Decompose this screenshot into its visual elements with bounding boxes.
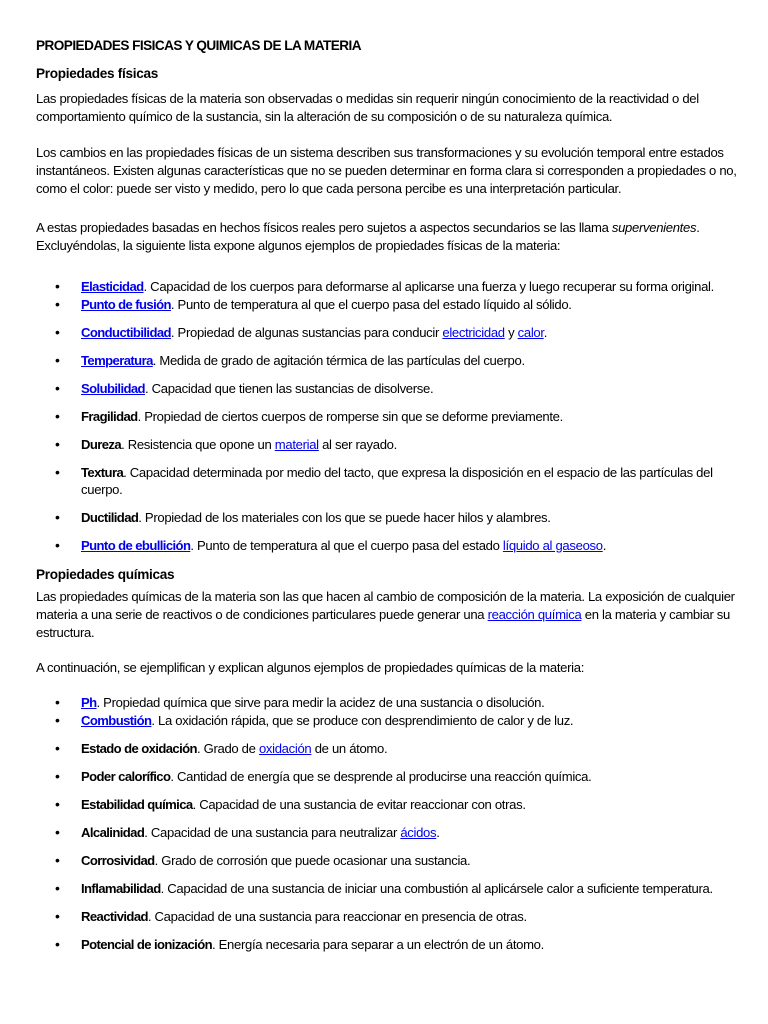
material-link[interactable]: material [274, 437, 319, 452]
physical-paragraph-3: A estas propiedades basadas en hechos físicos reales pero sujetos a aspectos secundarios se las llama supervenientes. Excluyéndolas, la siguiente lista expone algunos ejemplos de propiedades físicas de la materia: [36, 220, 700, 253]
electricidad-link[interactable]: electricidad [442, 325, 505, 340]
document-title: PROPIEDADES FISICAS Y QUIMICAS DE LA MATERIA [36, 38, 361, 53]
combustion-link[interactable]: Combustión [81, 713, 152, 728]
ductilidad-term: Ductilidad [81, 510, 139, 525]
fragilidad-term: Fragilidad [81, 409, 138, 424]
list-item: • Ph. Propiedad química que sirve para medir la acidez de una sustancia o disolución. [36, 694, 748, 711]
inflamabilidad-term: Inflamabilidad [81, 881, 161, 896]
potencial-de-ionizacion-term: Potencial de ionización [81, 937, 212, 952]
reaccion-quimica-link[interactable]: reacción química [487, 607, 582, 622]
list-item: • Elasticidad. Capacidad de los cuerpos para deformarse al aplicarse una fuerza y luego recuperar su forma original. [36, 278, 748, 295]
dureza-term: Dureza [81, 437, 122, 452]
calor-link[interactable]: calor [517, 325, 544, 340]
list-item: • Punto de ebullición. Punto de temperatura al que el cuerpo pasa del estado líquido al gaseoso. [36, 537, 748, 554]
reactividad-term: Reactividad [81, 909, 148, 924]
chemical-heading: Propiedades químicas [36, 567, 175, 582]
physical-paragraph-2: Los cambios en las propiedades físicas de un sistema describen sus transformaciones y su evolución temporal entre estados instantáneos. Existen algunas características que no se pueden determinar en forma clara si corresponden a propiedades o no, como el color: puede ser visto y medido, pero lo que cada persona percibe es una interpretación particular. [36, 145, 737, 196]
temperatura-link[interactable]: Temperatura [81, 353, 153, 368]
list-item: • Poder calorífico. Cantidad de energía que se desprende al producirse una reacción química. [36, 768, 748, 785]
conductibilidad-link[interactable]: Conductibilidad [81, 325, 171, 340]
chemical-paragraph-2: A continuación, se ejemplifican y explican algunos ejemplos de propiedades químicas de la materia: [36, 660, 585, 675]
list-item: • Dureza. Resistencia que opone un material al ser rayado. [36, 436, 748, 453]
physical-paragraph-1: Las propiedades físicas de la materia son observadas o medidas sin requerir ningún conocimiento de la reactividad o del comportamiento químico de la sustancia, sin la alteración de su composición o de su naturaleza química. [36, 91, 699, 124]
list-item: • Fragilidad. Propiedad de ciertos cuerpos de romperse sin que se deforme previamente. [36, 408, 748, 425]
list-item: • Textura. Capacidad determinada por medio del tacto, que expresa la disposición en el espacio de las partículas del cuerpo. [36, 464, 748, 498]
elasticidad-link[interactable]: Elasticidad [81, 279, 144, 294]
ph-link[interactable]: Ph [81, 695, 97, 710]
list-item: • Corrosividad. Grado de corrosión que puede ocasionar una sustancia. [36, 852, 748, 869]
list-item: • Conductibilidad. Propiedad de algunas sustancias para conducir electricidad y calor. [36, 324, 748, 341]
list-item: • Potencial de ionización. Energía necesaria para separar a un electrón de un átomo. [36, 936, 748, 953]
acidos-link[interactable]: ácidos [400, 825, 437, 840]
solubilidad-link[interactable]: Solubilidad [81, 381, 145, 396]
supervenientes-term: supervenientes [611, 220, 697, 235]
list-item: • Solubilidad. Capacidad que tienen las sustancias de disolverse. [36, 380, 748, 397]
list-item: • Temperatura. Medida de grado de agitación térmica de las partículas del cuerpo. [36, 352, 748, 369]
list-item: • Punto de fusión. Punto de temperatura al que el cuerpo pasa del estado líquido al sólido. [36, 296, 748, 313]
oxidacion-link[interactable]: oxidación [258, 741, 312, 756]
punto-de-fusion-link[interactable]: Punto de fusión [81, 297, 171, 312]
alcalinidad-term: Alcalinidad [81, 825, 145, 840]
list-item: • Inflamabilidad. Capacidad de una sustancia de iniciar una combustión al aplicársele calor a suficiente temperatura. [36, 880, 748, 897]
estabilidad-quimica-term: Estabilidad química [81, 797, 193, 812]
textura-term: Textura [81, 465, 124, 480]
chemical-properties-list [36, 694, 748, 953]
list-item: • Estado de oxidación. Grado de oxidación de un átomo. [36, 740, 748, 757]
list-item: • Combustión. La oxidación rápida, que se produce con desprendimiento de calor y de luz. [36, 712, 748, 729]
list-item: • Alcalinidad. Capacidad de una sustancia para neutralizar ácidos. [36, 824, 748, 841]
estado-de-oxidacion-term: Estado de oxidación [81, 741, 197, 756]
list-item: • Estabilidad química. Capacidad de una sustancia de evitar reaccionar con otras. [36, 796, 748, 813]
punto-de-ebullicion-link[interactable]: Punto de ebullición [81, 538, 191, 553]
chemical-paragraph-1: Las propiedades químicas de la materia son las que hacen al cambio de composición de la materia. La exposición de cualquier materia a una serie de reactivos o de condiciones particulares puede generar una reacción química en la materia y cambiar su estructura. [36, 589, 735, 640]
corrosividad-term: Corrosividad [81, 853, 155, 868]
physical-heading: Propiedades físicas [36, 66, 158, 81]
liquido-al-gaseoso-link[interactable]: líquido al gaseoso [502, 538, 603, 553]
physical-properties-list [36, 278, 748, 554]
list-item: • Ductilidad. Propiedad de los materiales con los que se puede hacer hilos y alambres. [36, 509, 748, 526]
poder-calorifico-term: Poder calorífico [81, 769, 171, 784]
list-item: • Reactividad. Capacidad de una sustancia para reaccionar en presencia de otras. [36, 908, 748, 925]
